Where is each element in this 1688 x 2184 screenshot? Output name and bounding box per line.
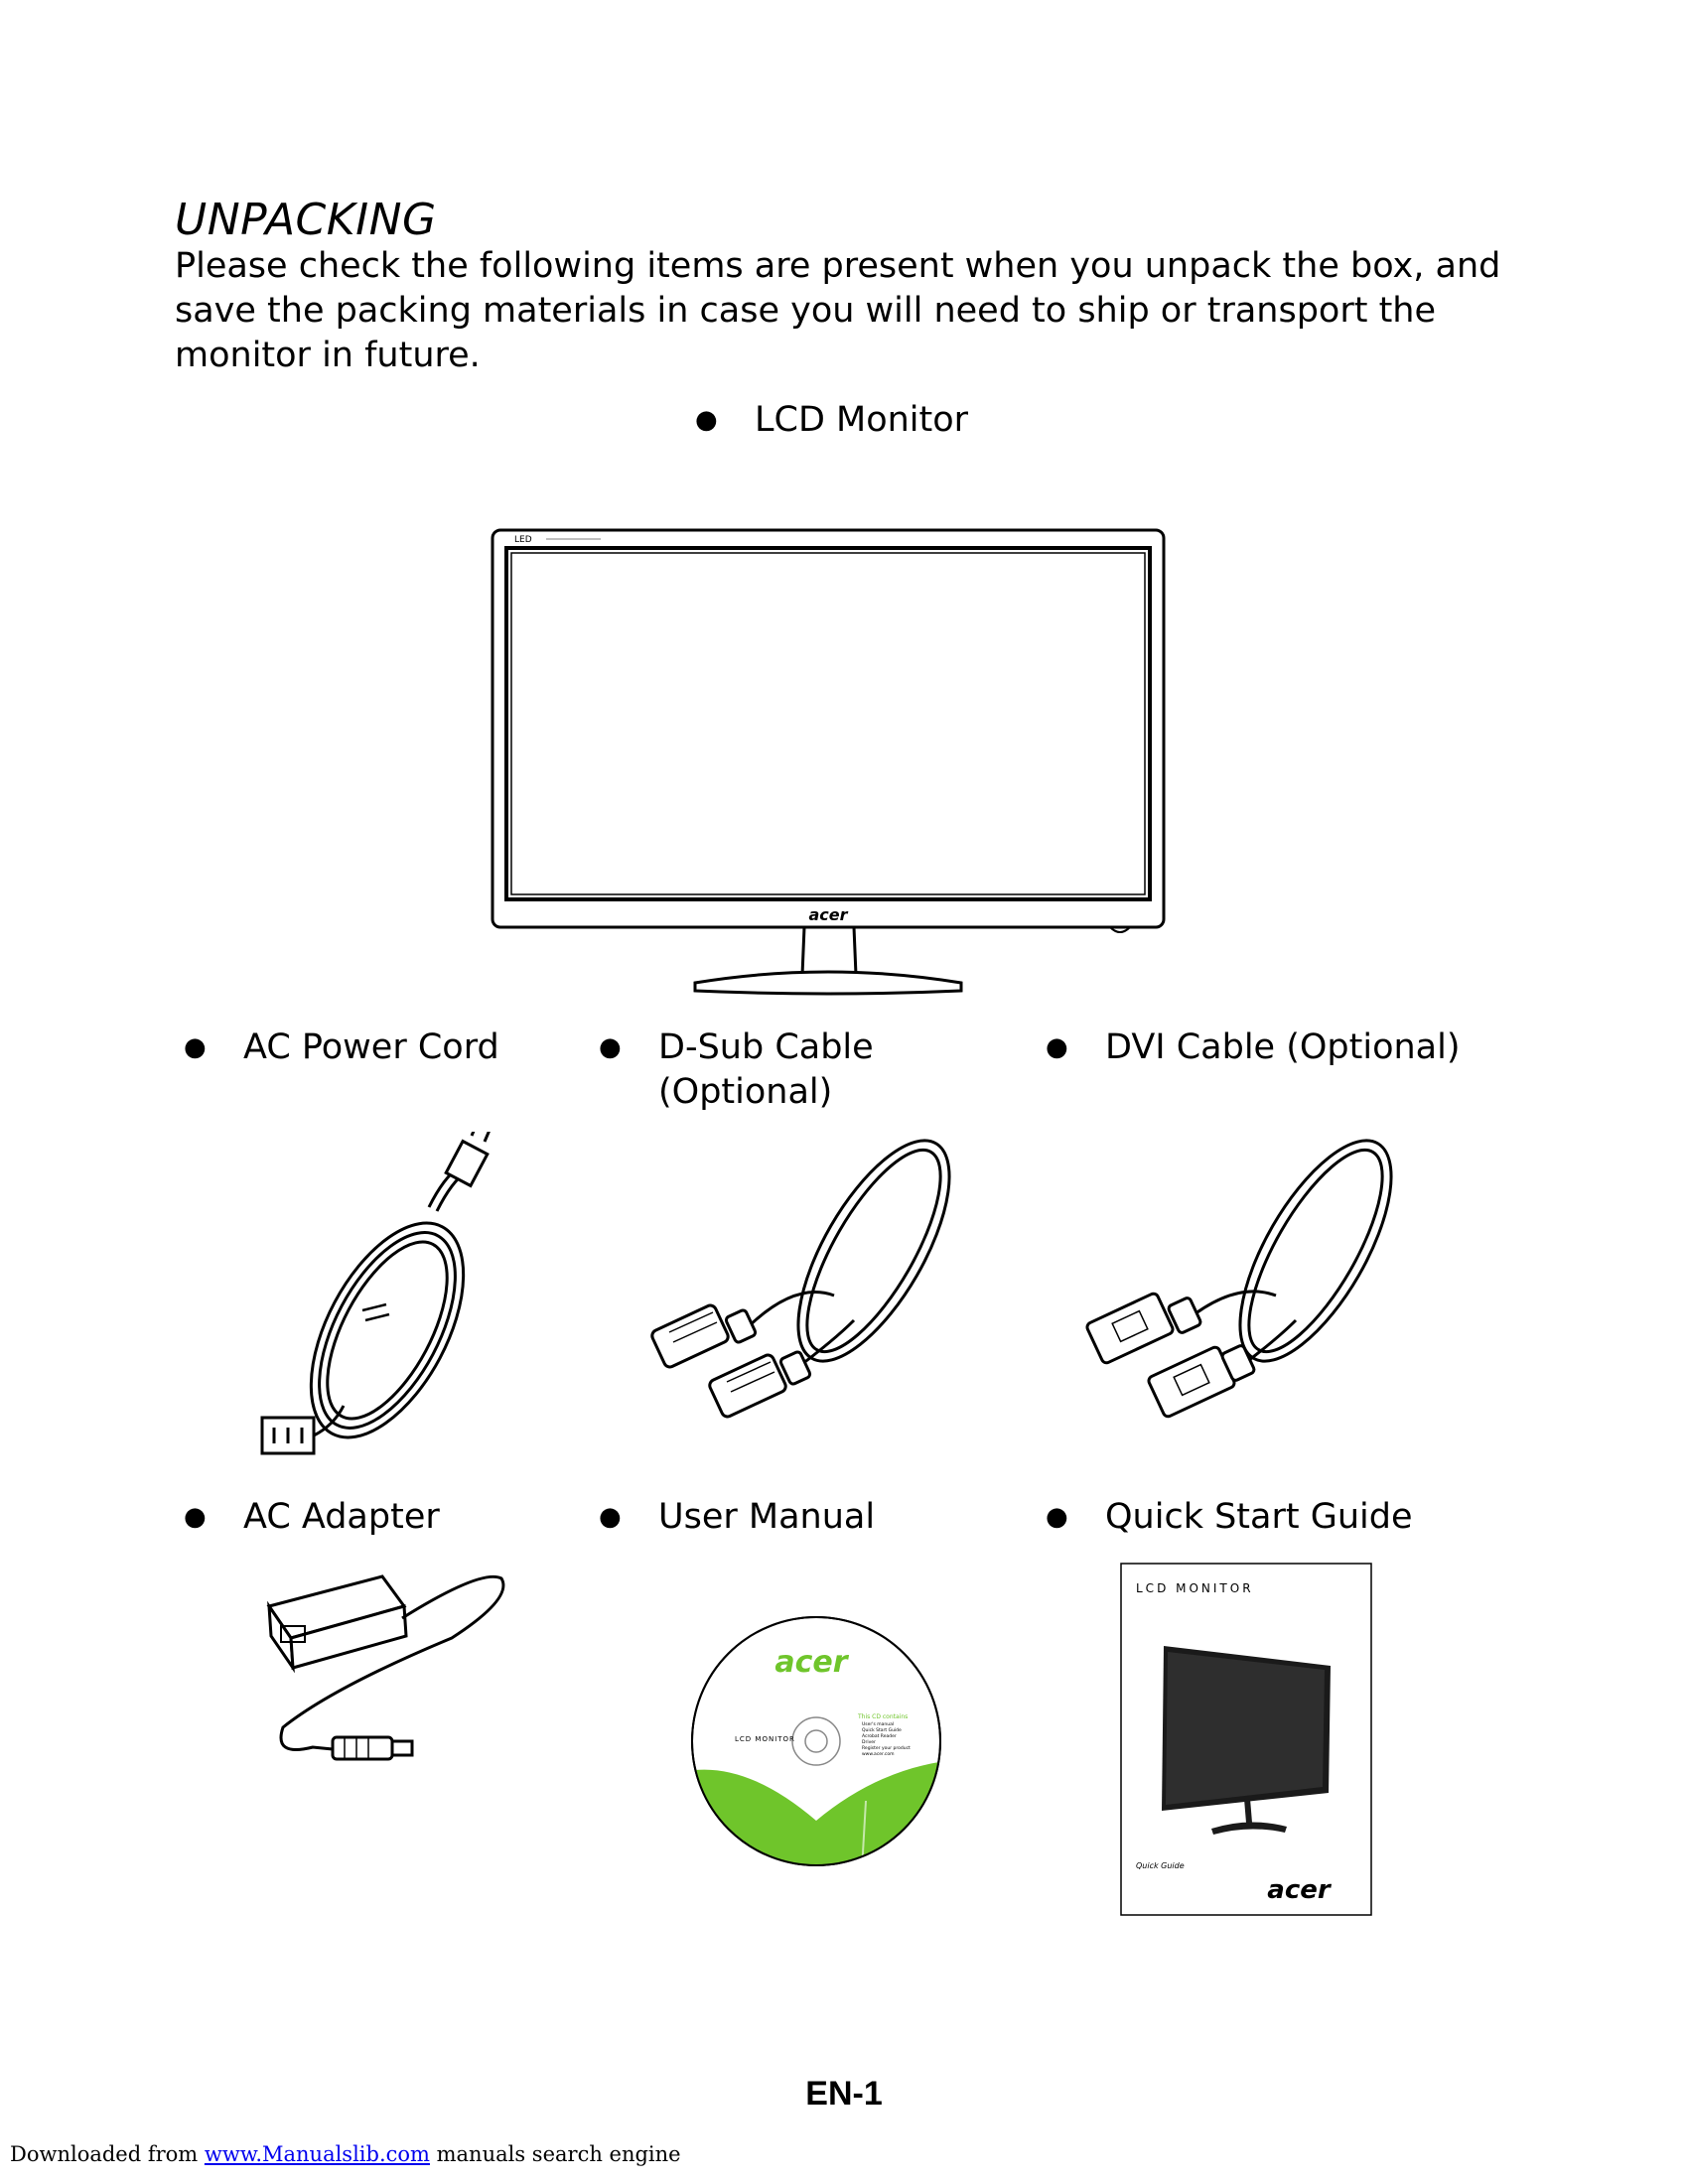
- item-label: Quick Start Guide: [1105, 1497, 1413, 1537]
- bullet-icon: ●: [184, 1032, 207, 1062]
- guide-subtitle: Quick Guide: [1136, 1861, 1185, 1870]
- page-heading: UNPACKING: [175, 195, 437, 245]
- list-item-quick-start-guide: [1046, 1495, 1413, 1540]
- guide-title: LCD MONITOR: [1136, 1581, 1254, 1595]
- cd-contents-title: This CD contains: [858, 1713, 909, 1720]
- bullet-icon: ●: [1046, 1032, 1068, 1062]
- list-item-dsub-cable: [599, 1025, 874, 1115]
- bullet-icon: ●: [599, 1032, 622, 1062]
- list-item-ac-power-cord: [184, 1025, 499, 1070]
- item-label: DVI Cable (Optional): [1105, 1027, 1461, 1067]
- cd-illustration: [687, 1612, 945, 1870]
- item-label: AC Adapter: [243, 1497, 440, 1537]
- page-number: EN-1: [805, 2075, 883, 2113]
- cd-label: LCD MONITOR: [735, 1735, 795, 1743]
- cd-content-2: Quick Start Guide: [862, 1728, 902, 1733]
- bullet-icon: ●: [1046, 1502, 1068, 1532]
- monitor-logo: acer: [808, 905, 848, 924]
- cd-content-4: Driver: [862, 1740, 876, 1745]
- download-suffix: manuals search engine: [429, 2142, 681, 2166]
- item-label: LCD Monitor: [755, 400, 969, 440]
- monitor-badge: LED: [514, 535, 532, 545]
- intro-paragraph: Please check the following items are present when you unpack the box, and save the packing materials in case you will need to ship or transport the monitor in future.: [175, 246, 1501, 375]
- cd-content-1: User's manual: [862, 1722, 895, 1727]
- list-item-dvi-cable: [1046, 1025, 1461, 1070]
- dvi-cable-illustration: [1077, 1122, 1435, 1439]
- ac-adapter-illustration: [253, 1559, 521, 1767]
- cd-content-6: www.acer.com: [862, 1752, 895, 1757]
- list-item-lcd-monitor: [695, 398, 968, 443]
- power-cord-illustration: [248, 1132, 526, 1469]
- download-prefix: Downloaded from: [10, 2142, 205, 2166]
- bullet-icon: ●: [184, 1502, 207, 1532]
- download-footer: [10, 2142, 681, 2166]
- bullet-icon: ●: [599, 1502, 622, 1532]
- cd-content-3: Acrobat Reader: [862, 1734, 897, 1739]
- guide-logo: acer: [1267, 1875, 1331, 1905]
- cd-logo: acer: [774, 1645, 848, 1680]
- manualslib-link[interactable]: www.Manualslib.com: [204, 2142, 430, 2166]
- dsub-cable-illustration: [635, 1122, 993, 1439]
- quick-guide-illustration: [1120, 1563, 1372, 1916]
- cd-content-5: Register your product: [862, 1746, 911, 1751]
- item-label: AC Power Cord: [243, 1027, 499, 1067]
- list-item-ac-adapter: [184, 1495, 440, 1540]
- item-label-line2: (Optional): [658, 1072, 833, 1112]
- item-label-line1: D-Sub Cable: [658, 1027, 874, 1067]
- bullet-icon: ●: [695, 405, 718, 435]
- list-item-user-manual: [599, 1495, 875, 1540]
- item-label: User Manual: [658, 1497, 876, 1537]
- lcd-monitor-illustration: [487, 524, 1172, 1001]
